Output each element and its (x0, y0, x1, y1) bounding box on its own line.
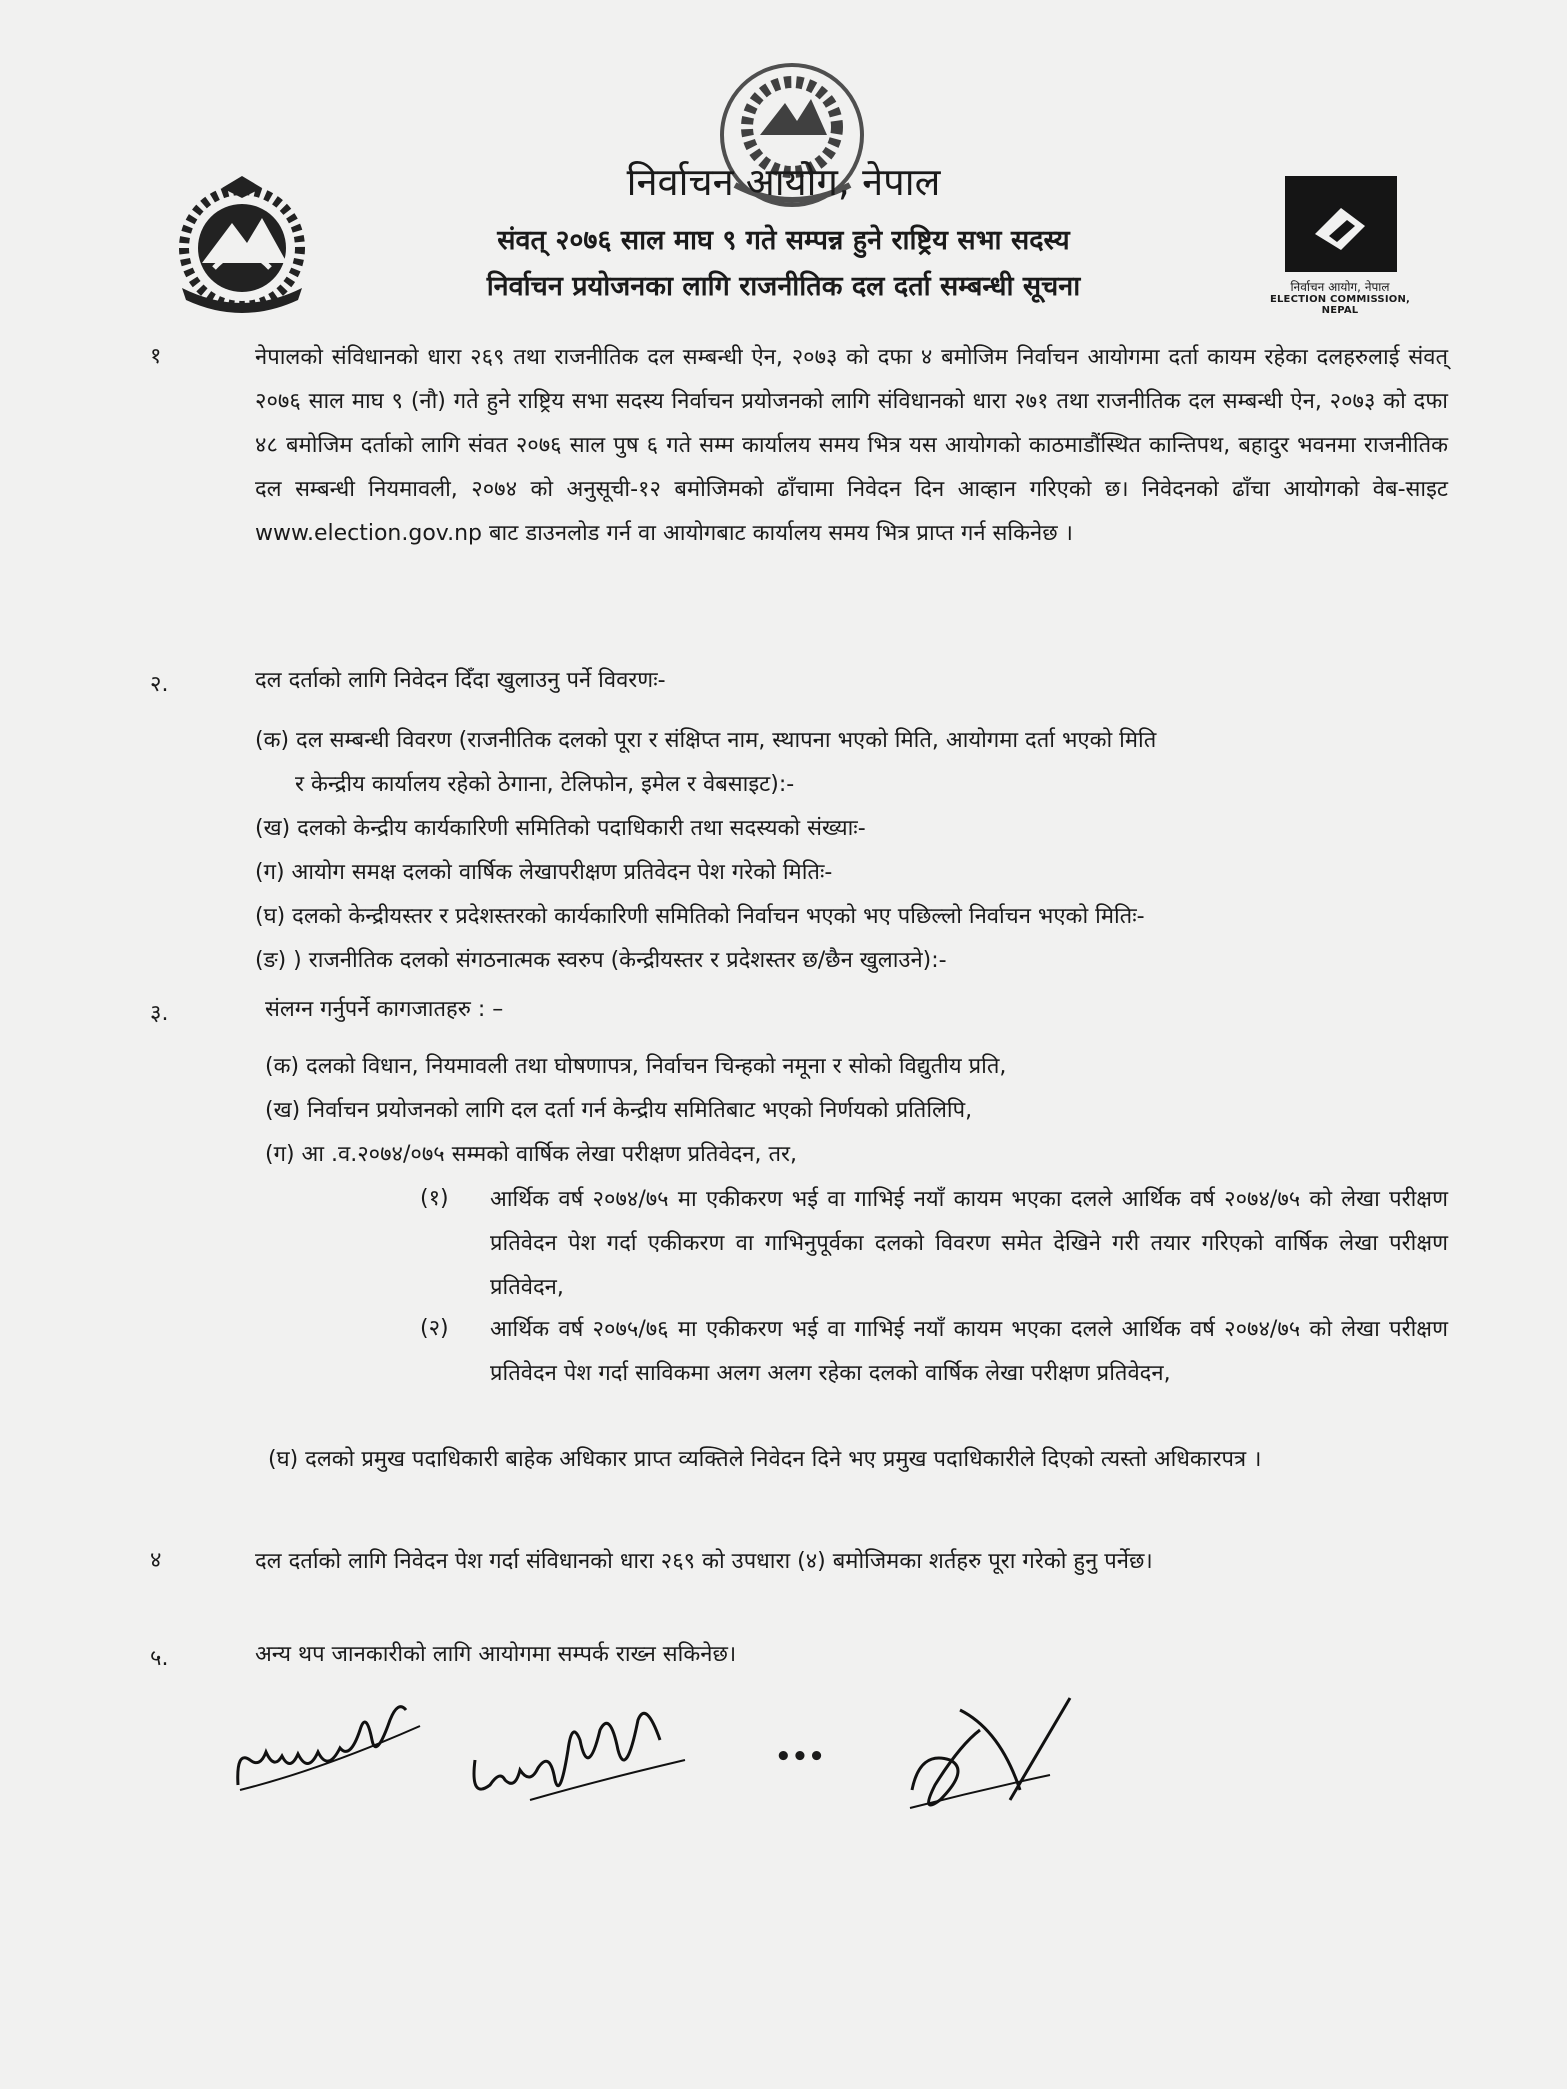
section-5-text: अन्य थप जानकारीको लागि आयोगमा सम्पर्क राख्न सकिनेछ। (255, 1642, 737, 1667)
section-3-item-ka: (क) दलको विधान, नियमावली तथा घोषणापत्र, निर्वाचन चिन्हको नमूना र सोको विद्युतीय प्रति, (265, 1054, 1007, 1079)
signature-separator: ••• (775, 1742, 825, 1772)
section-2-item-ka-cont: र केन्द्रीय कार्यालय रहेको ठेगाना, टेलिफोन, इमेल र वेबसाइट):- (295, 772, 795, 797)
page-title: निर्वाचन आयोग, नेपाल (626, 160, 941, 204)
section-5-number: ५. (150, 1646, 169, 1671)
logo-caption-english: ELECTION COMMISSION, NEPAL (1269, 294, 1411, 316)
section-3-item-ga: (ग) आ .व.२०७४/०७५ सम्मको वार्षिक लेखा परीक्षण प्रतिवेदन, तर, (265, 1142, 798, 1167)
logo-caption-nepali: निर्वाचन आयोग, नेपाल (1290, 280, 1390, 294)
section-4-number: ४ (150, 1548, 162, 1573)
section-2-number: २. (150, 672, 169, 697)
section-1-number: १ (150, 344, 162, 369)
section-3-number: ३. (150, 1001, 169, 1026)
signature-2 (460, 1690, 690, 1820)
section-3-sub-2-label: (२) (420, 1316, 449, 1341)
signature-1 (230, 1690, 430, 1800)
section-2-item-ka: (क) दल सम्बन्धी विवरण (राजनीतिक दलको पूरा र संक्षिप्त नाम, स्थापना भएको मिति, आयोगमा दर्ता भएको मिति (255, 728, 1157, 753)
section-2-heading: दल दर्ताको लागि निवेदन दिँदा खुलाउनु पर्ने विवरणः- (255, 668, 666, 693)
section-3-item-kha: (ख) निर्वाचन प्रयोजनको लागि दल दर्ता गर्न केन्द्रीय समितिबाट भएको निर्णयको प्रतिलिपि, (265, 1098, 973, 1123)
subtitle-line-1: संवत् २०७६ साल माघ ९ गते सम्पन्न हुने राष्ट्रिय सभा सदस्य (497, 225, 1070, 256)
section-3-heading: संलग्न गर्नुपर्ने कागजातहरु : – (265, 997, 504, 1022)
section-1-text: नेपालको संविधानको धारा २६९ तथा राजनीतिक दल सम्बन्धी ऐन, २०७३ को दफा ४ बमोजिम निर्वाचन आयोगमा दर्ता कायम रहेका दलहरुलाई संवत् २०७६ साल माघ ९ (नौ) गते हुने राष्ट्रिय सभा सदस्य निर्वाचन प्रयोजनको लागि संविधानको धारा २७१ तथा राजनीतिक दल सम्बन्धी ऐन, २०७३ को दफा ४८ बमोजिम दर्ताको लागि संवत २०७६ साल पुष ६ गते सम्म कार्यालय समय भित्र यस आयोगको काठमाडौंस्थित कान्तिपथ, बहादुर भवनमा राजनीतिक दल सम्बन्धी नियमावली, २०७४ को अनुसूची-१२ बमोजिमको ढाँचामा निवेदन दिन आव्हान गरिएको छ। निवेदनको ढाँचा आयोगको वेब-साइट www.election.gov.np बाट डाउनलोड गर्न वा आयोगबाट कार्यालय समय भित्र प्राप्त गर्न सकिनेछ । (255, 345, 1448, 546)
section-4-text: दल दर्ताको लागि निवेदन पेश गर्दा संविधानको धारा २६९ को उपधारा (४) बमोजिमका शर्तहरु पूरा गरेको हुनु पर्नेछ। (255, 1549, 1153, 1574)
section-2-item-kha: (ख) दलको केन्द्रीय कार्यकारिणी समितिको पदाधिकारी तथा सदस्यको संख्याः- (255, 816, 866, 841)
section-2-item-gha: (घ) दलको केन्द्रीयस्तर र प्रदेशस्तरको कार्यकारिणी समितिको निर्वाचन भएको भए पछिल्लो निर्वाचन भएको मितिः- (255, 904, 1145, 929)
section-3-sub-1-label: (१) (420, 1186, 449, 1211)
section-3-item-gha: (घ) दलको प्रमुख पदाधिकारी बाहेक अधिकार प्राप्त व्यक्तिले निवेदन दिने भए प्रमुख पदाधिकारीले दिएको त्यस्तो अधिकारपत्र । (268, 1447, 1262, 1472)
signature-3 (900, 1690, 1090, 1820)
section-3-sub-2-text: आर्थिक वर्ष २०७५/७६ मा एकीकरण भई वा गाभिई नयाँ कायम भएका दलले आर्थिक वर्ष २०७४/७५ को लेखा परीक्षण प्रतिवेदन पेश गर्दा साविकमा अलग अलग रहेका दलको वार्षिक लेखा परीक्षण प्रतिवेदन, (490, 1317, 1448, 1386)
section-2-item-nga: (ङ) ) राजनीतिक दलको संगठनात्मक स्वरुप (केन्द्रीयस्तर र प्रदेशस्तर छ/छैन खुलाउने):- (255, 948, 947, 973)
subtitle-line-2: निर्वाचन प्रयोजनका लागि राजनीतिक दल दर्ता सम्बन्धी सूचना (486, 271, 1081, 302)
section-3-sub-1-text: आर्थिक वर्ष २०७४/७५ मा एकीकरण भई वा गाभिई नयाँ कायम भएका दलले आर्थिक वर्ष २०७४/७५ को लेखा परीक्षण प्रतिवेदन पेश गर्दा एकीकरण वा गाभिनुपूर्वका दलको विवरण समेत देखिने गरी तयार गरिएको वार्षिक लेखा परीक्षण प्रतिवेदन, (490, 1187, 1448, 1300)
section-2-item-ga: (ग) आयोग समक्ष दलको वार्षिक लेखापरीक्षण प्रतिवेदन पेश गरेको मितिः- (255, 860, 833, 885)
